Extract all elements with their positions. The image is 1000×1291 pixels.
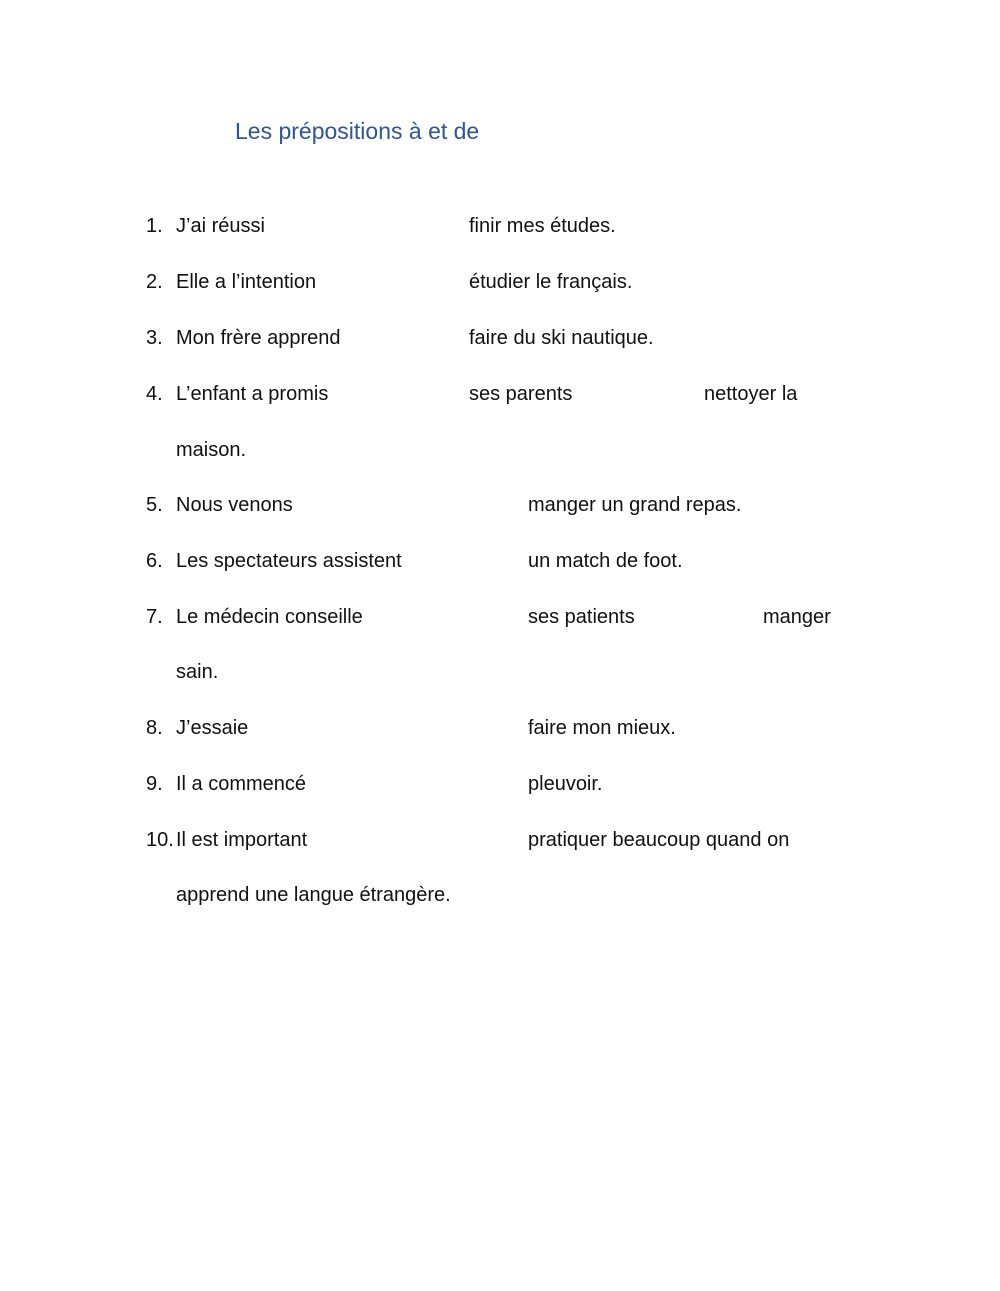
item-continuation: étudier le français. (469, 271, 633, 293)
item-number: 9. (146, 773, 163, 795)
item-number: 8. (146, 717, 163, 739)
item-stem: Il est important (176, 829, 308, 851)
item-continuation: pratiquer beaucoup quand on (528, 829, 790, 851)
item-stem: Le médecin conseille (176, 606, 363, 628)
item-number: 3. (146, 327, 163, 349)
item-stem: J’ai réussi (176, 215, 265, 237)
item-stem: Mon frère apprend (176, 327, 341, 349)
item-stem: Nous venons (176, 494, 293, 516)
item-stem: Il a commencé (176, 773, 307, 795)
item-number: 1. (146, 215, 163, 237)
item-ending: nettoyer la (704, 383, 798, 405)
item-number: 10. (146, 829, 174, 851)
item-number: 7. (146, 606, 163, 628)
item-continuation: un match de foot. (528, 550, 683, 572)
item-continuation: faire du ski nautique. (469, 327, 654, 349)
item-stem: Elle a l’intention (176, 271, 317, 293)
item-stem: Les spectateurs assistent (176, 550, 402, 572)
item-number: 5. (146, 494, 163, 516)
item-ending: manger (763, 606, 831, 628)
item-number: 6. (146, 550, 163, 572)
item-stem: L’enfant a promis (176, 383, 329, 405)
item-wrap-line: maison. (176, 439, 247, 461)
item-continuation: faire mon mieux. (528, 717, 676, 739)
item-continuation: ses patients (528, 606, 635, 628)
item-continuation: pleuvoir. (528, 773, 603, 795)
item-wrap-line: sain. (176, 661, 219, 683)
item-number: 2. (146, 271, 163, 293)
page-title: Les prépositions à et de (235, 118, 480, 144)
item-continuation: ses parents (469, 383, 573, 405)
item-continuation: finir mes études. (469, 215, 616, 237)
item-continuation: manger un grand repas. (528, 494, 742, 516)
item-stem: J’essaie (176, 717, 249, 739)
item-wrap-line: apprend une langue étrangère. (176, 884, 451, 906)
item-number: 4. (146, 383, 163, 405)
